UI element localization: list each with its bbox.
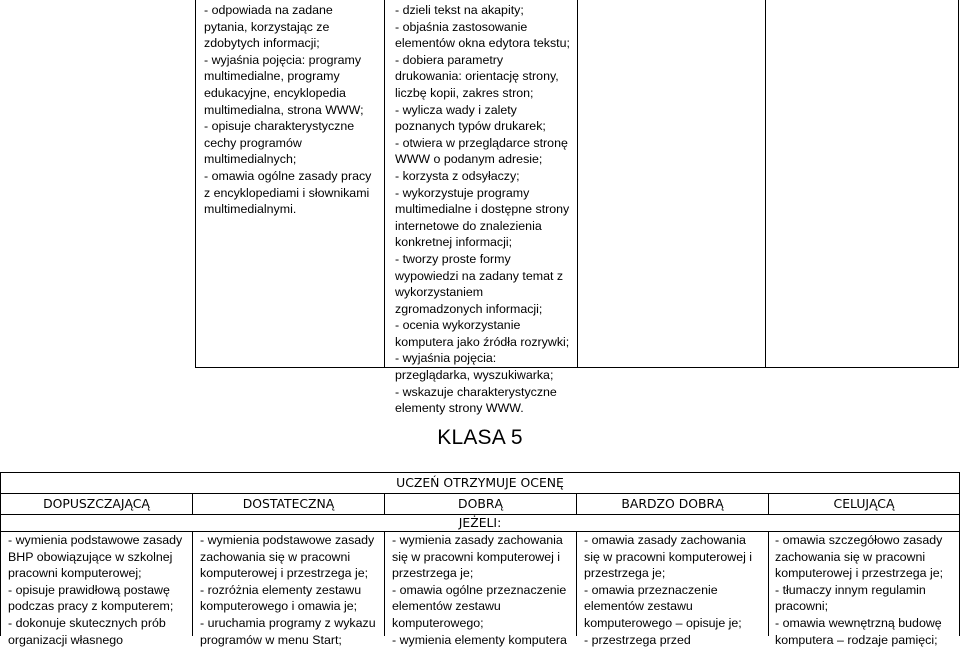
text-line: - otwiera w przeglądarce stronę (395, 135, 568, 150)
text-line: - wskazuje charakterystyczne (395, 384, 557, 399)
text-line: - omawia ogólne przeznaczenie (392, 582, 567, 597)
text-line: - opisuje charakterystyczne (204, 119, 355, 134)
text-line: - tworzy proste formy (395, 251, 511, 266)
text-line: - ocenia wykorzystanie (395, 318, 521, 333)
text-line: - omawia przeznaczenie (584, 582, 718, 597)
condition-label: JEŻELI: (458, 515, 502, 530)
text-line: pracowni; (775, 599, 829, 614)
text-line: - omawia zasady zachowania (584, 533, 746, 547)
text-line: - dobiera parametry (395, 52, 504, 67)
top-cell-col-b (395, 2, 575, 417)
grade-level-3: DOBRĄ (458, 496, 503, 511)
text-line: BHP obowiązujące w szkolnej (8, 549, 173, 564)
text-line: - omawia ogólne zasady pracy (204, 168, 372, 183)
text-line: wypowiedzi na zadany temat z (395, 268, 564, 283)
text-line: zdobytych informacji; (204, 36, 320, 51)
grade-level-5: CELUJĄCĄ (833, 496, 895, 511)
text-line: pracowni komputerowej; (8, 566, 142, 581)
table-border (577, 0, 578, 368)
text-line: się w pracowni komputerowej i (584, 549, 753, 564)
text-line: elementów zestawu (392, 599, 501, 614)
text-line: - wymienia zasady zachowania (392, 533, 563, 547)
grade-level-1: DOPUSZCZAJĄCĄ (43, 496, 150, 511)
text-line: multimedialnych; (204, 152, 297, 167)
text-line: - odpowiada na zadane (204, 3, 333, 17)
text-line: liczbę kopii, zakres stron; (395, 85, 534, 100)
table-border (765, 0, 766, 368)
text-line: wykorzystaniem (395, 285, 484, 300)
grades-title: UCZEŃ OTRZYMUJE OCENĘ (396, 475, 564, 490)
text-line: drukowania: orientację strony, (395, 69, 559, 84)
text-line: konkretnej informacji; (395, 235, 513, 250)
text-line: - wyjaśnia pojęcia: (395, 351, 497, 366)
text-line: z encyklopediami i słownikami (204, 185, 370, 200)
text-line: podczas pracy z komputerem; (8, 599, 174, 614)
text-line: - rozróżnia elementy zestawu (200, 582, 362, 597)
text-line: multimedialne i dostępne strony (395, 202, 570, 217)
text-line: się w pracowni komputerowej i (392, 549, 561, 564)
table-border (384, 0, 385, 368)
table-border (0, 472, 960, 473)
grade-level-2: DOSTATECZNĄ (242, 496, 335, 511)
text-line: - wylicza wady i zalety (395, 102, 517, 117)
text-line: zachowania się w pracowni (200, 549, 351, 564)
text-line: komputerowego – opisuje je; (584, 615, 742, 630)
grade-criteria-4 (584, 532, 766, 648)
text-line: komputerowego; (392, 615, 484, 630)
text-line: zachowania się w pracowni (775, 549, 926, 564)
text-line: - opisuje prawidłową postawę (8, 582, 170, 597)
text-line: - wymienia elementy komputera (392, 632, 567, 647)
text-line: przeglądarka, wyszukiwarka; (395, 368, 554, 383)
text-line: cechy programów (204, 135, 302, 150)
text-line: organizacji własnego (8, 632, 124, 647)
text-line: multimedialnymi. (204, 202, 297, 217)
text-line: pytania, korzystając ze (204, 19, 330, 34)
table-border (0, 493, 960, 494)
text-line: programów w menu Start; (200, 632, 342, 647)
text-line: - wyjaśnia pojęcia: programy (204, 52, 362, 67)
text-line: komputerowego i omawia je; (200, 599, 358, 614)
table-border (195, 367, 959, 368)
text-line: komputerowej i przestrzega je; (200, 566, 369, 581)
text-line: - tłumaczy innym regulamin (775, 582, 926, 597)
top-cell-col-a (204, 2, 380, 218)
text-line: komputerowej i przestrzega je; (775, 566, 944, 581)
text-line: komputera jako źródła rozrywki; (395, 334, 570, 349)
table-border (192, 531, 193, 636)
text-line: elementy strony WWW. (395, 401, 524, 416)
text-line: edukacyjne, encyklopedia (204, 85, 346, 100)
grade-criteria-3 (392, 532, 574, 648)
text-line: zgromadzonych informacji; (395, 301, 543, 316)
text-line: - omawia szczegółowo zasady (775, 533, 943, 547)
text-line: WWW o podanym adresie; (395, 152, 543, 167)
grade-criteria-1 (8, 532, 190, 648)
table-border (768, 531, 769, 636)
text-line: poznanych typów drukarek; (395, 119, 546, 134)
text-line: elementów zestawu (584, 599, 693, 614)
text-line: - dokonuje skutecznych prób (8, 615, 166, 630)
text-line: przestrzega je; (584, 566, 666, 581)
table-border (958, 0, 959, 368)
text-line: multimedialna, strona WWW; (204, 102, 364, 117)
table-border (195, 0, 196, 368)
text-line: przestrzega je; (392, 566, 474, 581)
text-line: internetowe do znalezienia (395, 218, 542, 233)
grade-level-4: BARDZO DOBRĄ (621, 496, 724, 511)
table-border (384, 531, 385, 636)
text-line: multimedialne, programy (204, 69, 340, 84)
text-line: - korzysta z odsyłaczy; (395, 168, 520, 183)
text-line: - wykorzystuje programy (395, 185, 530, 200)
text-line: komputera – rodzaje pamięci; (775, 632, 938, 647)
text-line: - uruchamia programy z wykazu (200, 615, 376, 630)
text-line: - dzieli tekst na akapity; (395, 3, 524, 17)
table-border (576, 531, 577, 636)
text-line: - przestrzega przed (584, 632, 691, 647)
text-line: - wymienia podstawowe zasady (8, 533, 183, 547)
text-line: - omawia wewnętrzną budowę (775, 615, 942, 630)
text-line: elementów okna edytora tekstu; (395, 36, 570, 51)
grade-criteria-2 (200, 532, 382, 648)
grade-criteria-5 (775, 532, 957, 648)
text-line: - objaśnia zastosowanie (395, 19, 528, 34)
text-line: - wymienia podstawowe zasady (200, 533, 375, 547)
section-title: KLASA 5 (437, 426, 523, 449)
